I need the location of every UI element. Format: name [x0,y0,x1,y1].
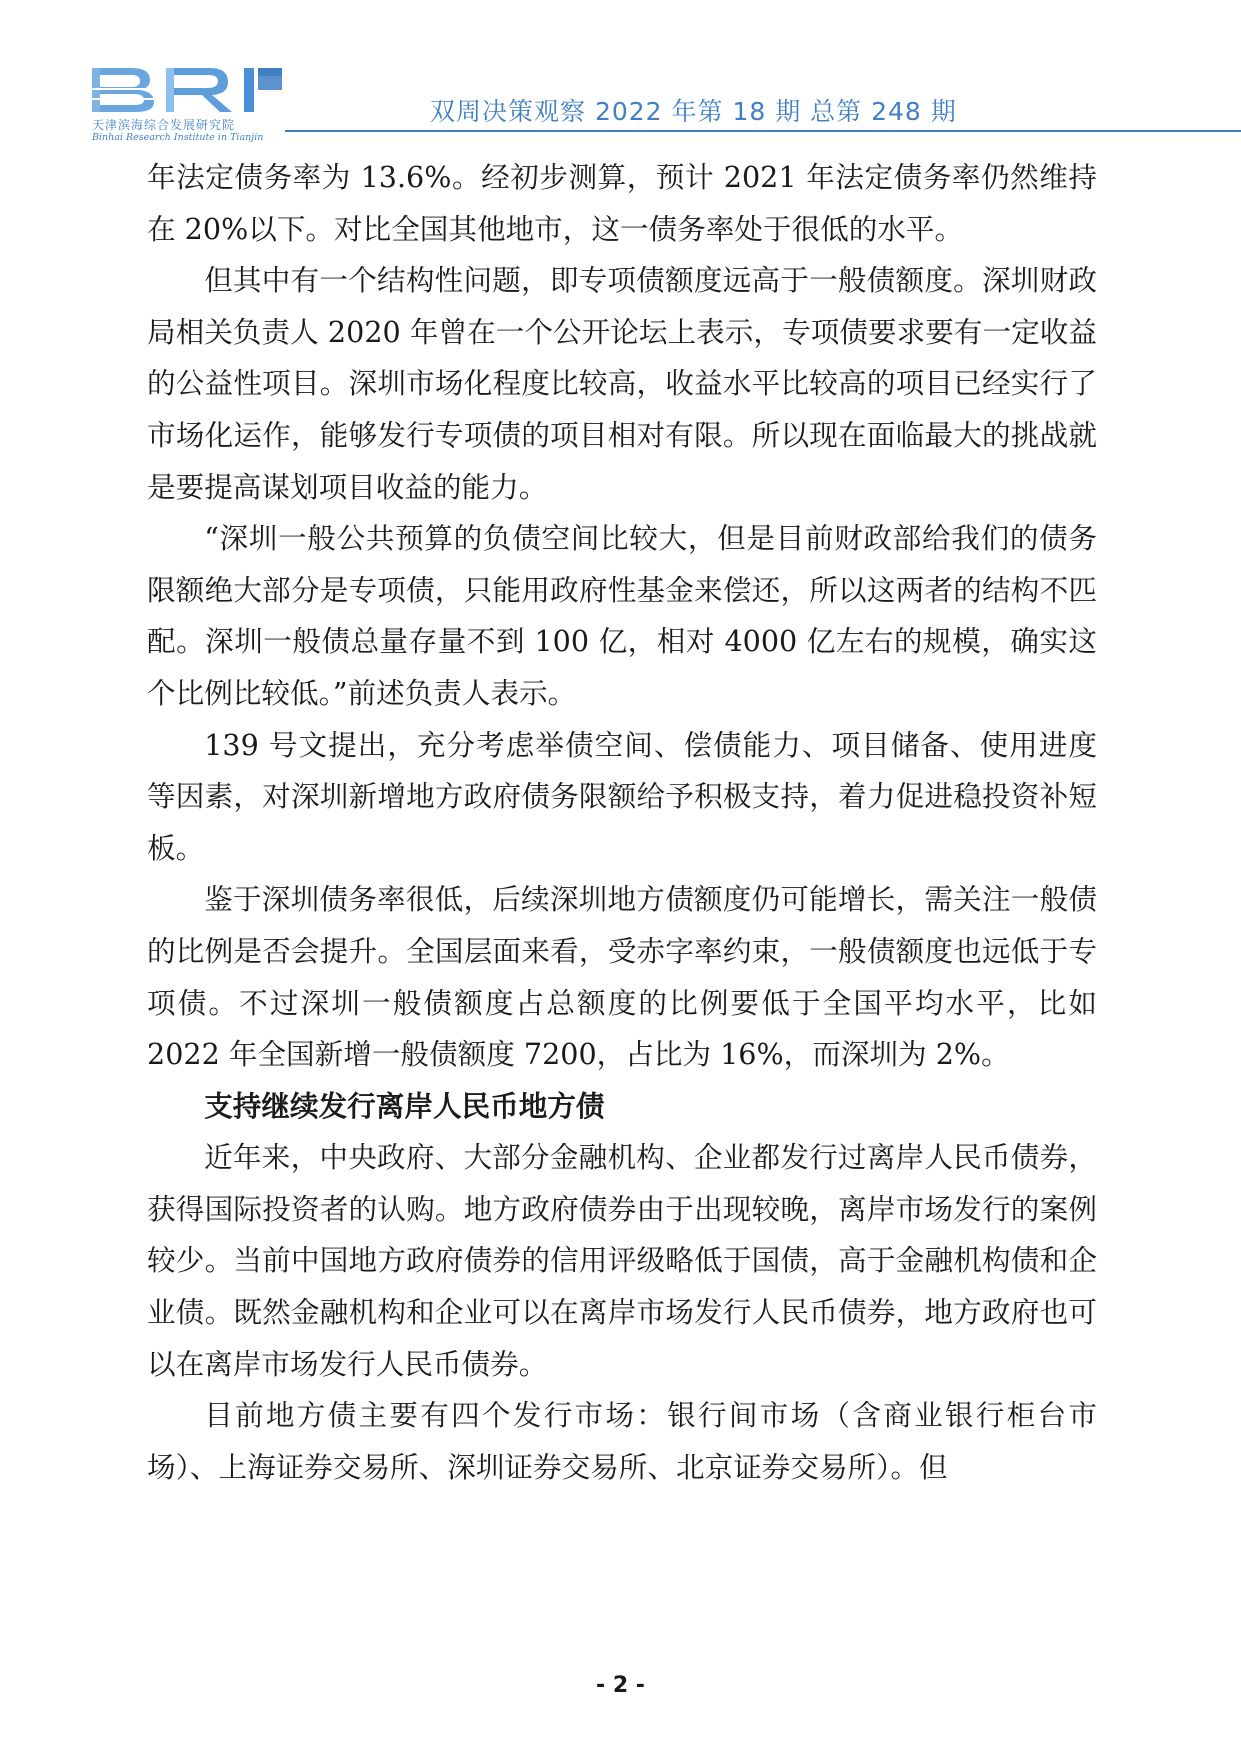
paragraph-1: 年法定债务率为 13.6%。经初步测算，预计 2021 年法定债务率仍然维持在 20%以下。对比全国其他地市，这一债务率处于很低的水平。 [147,160,1097,246]
paragraph-4: 139 号文提出，充分考虑举债空间、偿债能力、项目储备、使用进度等因素，对深圳新增地方政府债务限额给予积极支持，着力促进稳投资补短板。 [147,727,1097,865]
logo-chinese-name: 天津滨海综合发展研究院 [92,118,236,132]
article-body [147,152,1097,1493]
page-header [0,0,1241,143]
journal-title: 双周决策观察 2022 年第 18 期 总第 248 期 [430,97,957,126]
bri-logo-mark [92,64,292,116]
header-divider [285,130,1241,132]
paragraph-3-quote: “深圳一般公共预算的负债空间比较大，但是目前财政部给我们的债务限额绝大部分是专项债，只能用政府性基金来偿还，所以这两者的结构不匹配。深圳一般债总量存量不到 100 亿，相对 4000 亿左右的规模，确实这个比例比较低。”前述负责人表示。 [147,521,1097,710]
paragraph-2: 但其中有一个结构性问题，即专项债额度远高于一般债额度。深圳财政局相关负责人 2020 年曾在一个公开论坛上表示，专项债要求要有一定收益的公益性项目。深圳市场化程度比较高，收益水平比较高的项目已经实行了市场化运作，能够发行专项债的项目相对有限。所以现在面临最大的挑战就是要提高谋划项目收益的能力。 [147,263,1097,504]
paragraph-6: 近年来，中央政府、大部分金融机构、企业都发行过离岸人民币债券，获得国际投资者的认购。地方政府债券由于出现较晚，离岸市场发行的案例较少。当前中国地方政府债券的信用评级略低于国债，高于金融机构债和企业债。既然金融机构和企业可以在离岸市场发行人民币债券，地方政府也可以在离岸市场发行人民币债券。 [147,1140,1097,1381]
logo-english-name: Binhai Research Institute in Tianjin [92,132,264,143]
paragraph-7: 目前地方债主要有四个发行市场：银行间市场（含商业银行柜台市场）、上海证券交易所、深圳证券交易所、北京证券交易所）。但 [147,1398,1097,1484]
paragraph-5: 鉴于深圳债务率很低，后续深圳地方债额度仍可能增长，需关注一般债的比例是否会提升。全国层面来看，受赤字率约束，一般债额度也远低于专项债。不过深圳一般债额度占总额度的比例要低于全国平均水平，比如 2022 年全国新增一般债额度 7200，占比为 16%，而深圳为 2%。 [147,882,1097,1072]
page-number: - 2 - [596,1673,645,1698]
section-heading: 支持继续发行离岸人民币地方债 [204,1088,605,1123]
bri-logo [92,64,292,144]
